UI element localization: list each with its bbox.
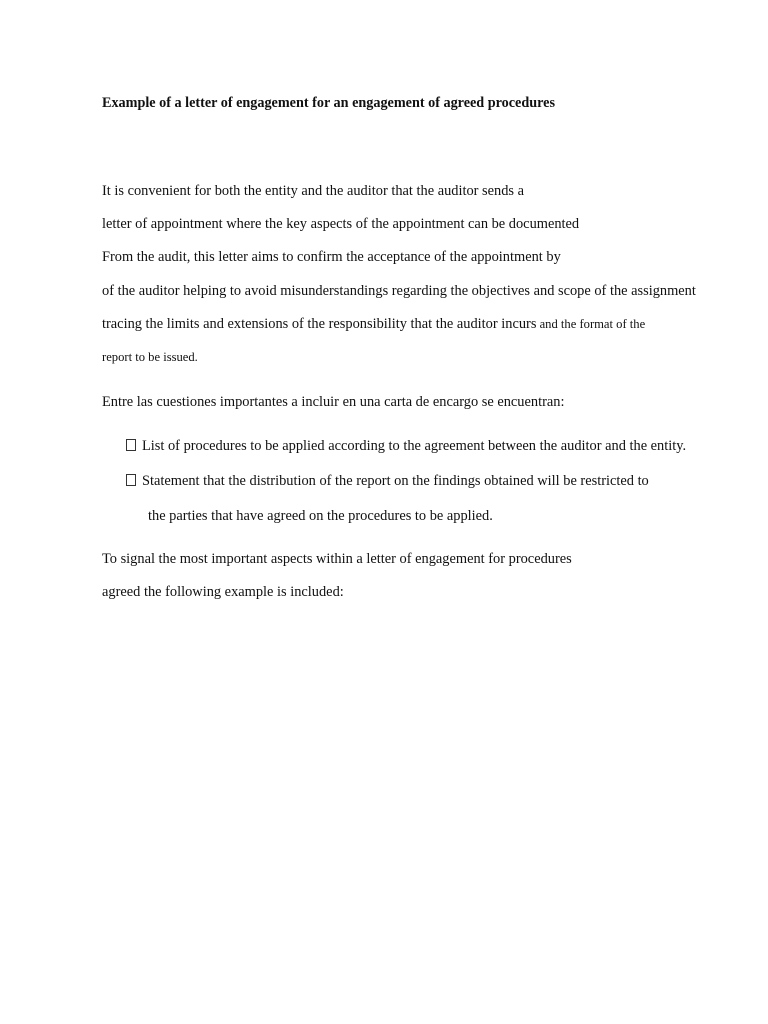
bullet-item-2-text: Statement that the distribution of the report on the findings obtained will be restricted to (142, 473, 649, 489)
paragraph1-line5 (102, 316, 645, 333)
bullet-item-1 (126, 438, 686, 455)
closing-line1: To signal the most important aspects within a letter of engagement for procedures (102, 551, 572, 567)
document-title: Example of a letter of engagement for an engagement of agreed procedures (102, 95, 555, 111)
paragraph1-line6: report to be issued. (102, 350, 198, 364)
paragraph1-line5-small: and the format of the (536, 317, 646, 331)
paragraph1-line4: of the auditor helping to avoid misunderstandings regarding the objectives and scope of the assignment (102, 283, 696, 299)
paragraph1-line3: From the audit, this letter aims to confirm the acceptance of the appointment by (102, 249, 561, 265)
bullet-box-icon (126, 474, 136, 486)
bullet-item-1-text: List of procedures to be applied according to the agreement between the auditor and the entity. (142, 438, 687, 454)
bullet-box-icon (126, 439, 136, 451)
paragraph1-line1: It is convenient for both the entity and the auditor that the auditor sends a (102, 183, 525, 199)
list-intro: Entre las cuestiones importantes a incluir en una carta de encargo se encuentran: (102, 394, 565, 410)
bullet-item-2-continuation: the parties that have agreed on the procedures to be applied. (148, 508, 493, 524)
paragraph1-line2: letter of appointment where the key aspects of the appointment can be documented (102, 216, 580, 232)
closing-line2: agreed the following example is included: (102, 584, 344, 600)
paragraph1-line5-main: tracing the limits and extensions of the responsibility that the auditor incurs (102, 316, 537, 332)
bullet-item-2 (126, 473, 649, 490)
